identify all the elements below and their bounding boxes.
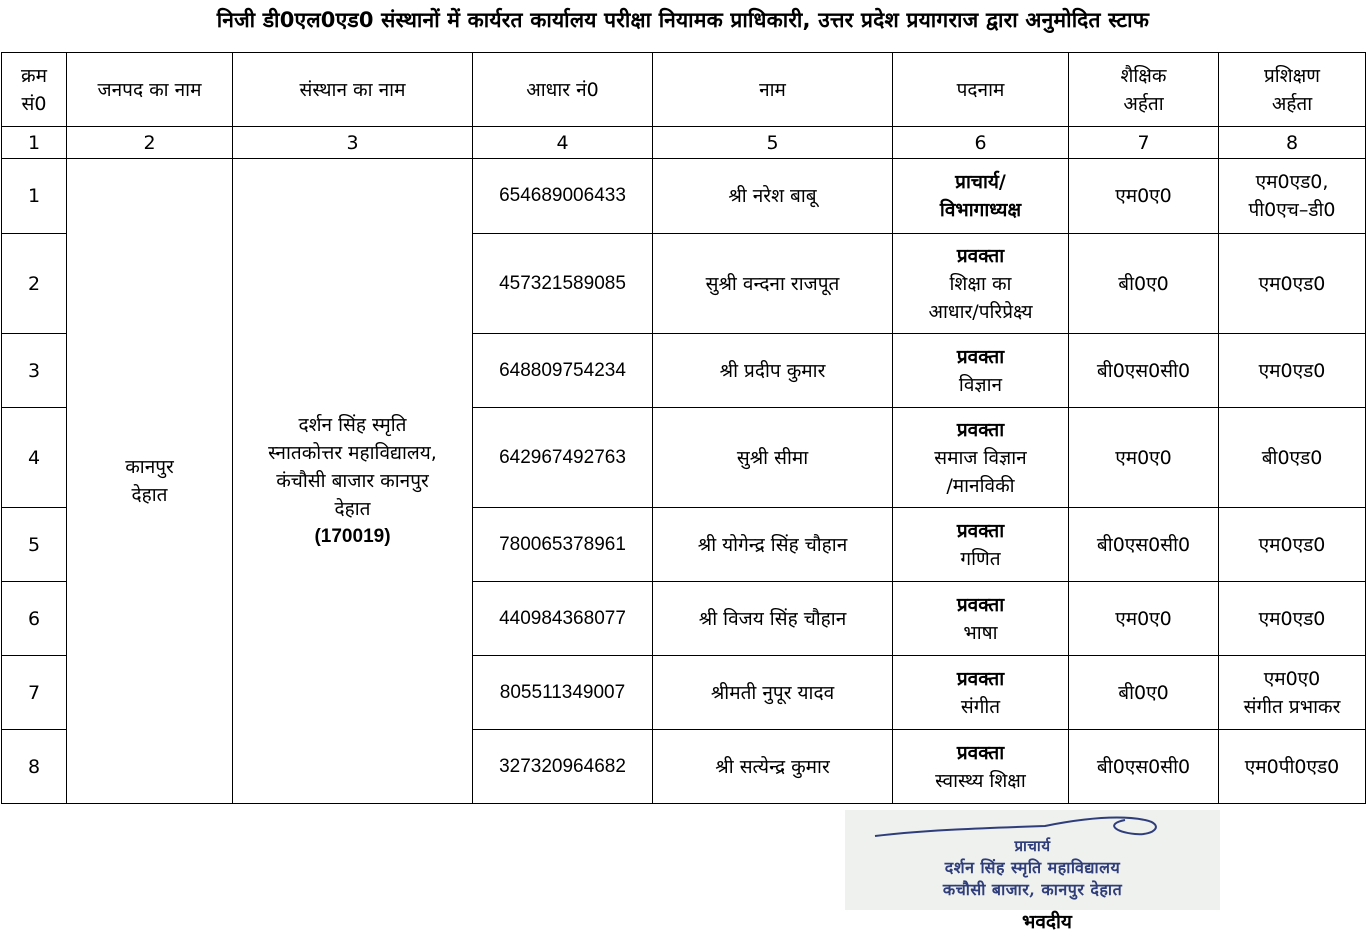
row-serial: 5 [2, 508, 67, 582]
training-line1: एम0एड0, [1255, 171, 1329, 193]
page-title: निजी डी0एल0एड0 संस्थानों में कार्यरत कार्यालय परीक्षा नियामक प्राधिकारी, उत्तर प्रदेश प्रयागराज द्वारा अनुमोदित स्टाफ [216, 8, 1150, 32]
staff-name: श्री विजय सिंह चौहान [653, 582, 893, 656]
staff-name: श्री सत्येन्द्र कुमार [653, 730, 893, 804]
staff-name: श्रीमती नुपूर यादव [653, 656, 893, 730]
educational-qualification: बी0एस0सी0 [1069, 508, 1219, 582]
institution-line4: देहात [334, 498, 371, 520]
header-edu-line1: शैक्षिक [1120, 64, 1167, 87]
designation-cell [893, 508, 1069, 582]
institution-line1: दर्शन सिंह स्मृति [298, 414, 407, 436]
training-line2: पी0एच–डी0 [1248, 199, 1336, 221]
stamp-line1: दर्शन सिंह स्मृति महाविद्यालय [944, 858, 1121, 877]
designation-line3: आधार/परिप्रेक्ष्य [928, 300, 1033, 323]
column-number: 1 [2, 127, 67, 159]
header-name: नाम [653, 53, 893, 127]
column-number: 6 [893, 127, 1069, 159]
aadhaar-number: 648809754234 [473, 334, 653, 408]
row-serial: 3 [2, 334, 67, 408]
row-serial: 6 [2, 582, 67, 656]
training-qualification: एम0एड0 [1219, 334, 1366, 408]
training-line1: एम0ए0 [1263, 667, 1321, 690]
aadhaar-number: 327320964682 [473, 730, 653, 804]
designation-cell [893, 730, 1069, 804]
training-qualification: एम0एड0 [1219, 582, 1366, 656]
sign-off: भवदीय [1022, 911, 1072, 933]
designation-line2: शिक्षा का [949, 272, 1012, 295]
staff-name: श्री नरेश बाबू [653, 159, 893, 234]
header-institution: संस्थान का नाम [233, 53, 473, 127]
designation-title: प्रवक्ता [956, 244, 1005, 267]
designation-cell [893, 234, 1069, 334]
educational-qualification: एम0ए0 [1069, 582, 1219, 656]
column-number: 2 [67, 127, 233, 159]
header-sr-line1: क्रम [21, 64, 47, 87]
column-number: 5 [653, 127, 893, 159]
training-qualification: एम0पी0एड0 [1219, 730, 1366, 804]
educational-qualification: बी0ए0 [1069, 656, 1219, 730]
header-row [2, 53, 1366, 127]
column-number: 4 [473, 127, 653, 159]
designation-line2: विज्ञान [958, 373, 1003, 396]
designation-title: प्रवक्ता [956, 519, 1005, 542]
institution-code: (170019) [314, 526, 391, 547]
designation-title: प्रवक्ता [956, 345, 1005, 368]
aadhaar-number: 805511349007 [473, 656, 653, 730]
staff-name: श्री प्रदीप कुमार [653, 334, 893, 408]
principal-stamp [845, 810, 1220, 910]
district-cell [67, 159, 233, 804]
designation-line2: स्वास्थ्य शिक्षा [935, 769, 1026, 792]
educational-qualification: एम0ए0 [1069, 159, 1219, 234]
educational-qualification: बी0एस0सी0 [1069, 730, 1219, 804]
header-training-qualification [1219, 53, 1366, 127]
aadhaar-number: 654689006433 [473, 159, 653, 234]
designation-title: प्रवक्ता [956, 741, 1005, 764]
designation-line2: विभागाध्यक्ष [939, 199, 1022, 221]
staff-name: श्री योगेन्द्र सिंह चौहान [653, 508, 893, 582]
header-train-line2: अर्हता [1271, 92, 1313, 115]
designation-title: प्रवक्ता [956, 593, 1005, 616]
aadhaar-number: 457321589085 [473, 234, 653, 334]
row-serial: 4 [2, 408, 67, 508]
educational-qualification: बी0ए0 [1069, 234, 1219, 334]
training-qualification: बी0एड0 [1219, 408, 1366, 508]
institution-cell [233, 159, 473, 804]
training-qualification [1219, 159, 1366, 234]
column-number-row [2, 127, 1366, 159]
header-serial-number [2, 53, 67, 127]
header-edu-line2: अर्हता [1123, 92, 1164, 115]
column-number: 7 [1069, 127, 1219, 159]
stamp-title: प्राचार्य [1014, 837, 1051, 855]
designation-line2: समाज विज्ञान [934, 446, 1027, 469]
table-row [2, 159, 1366, 234]
staff-name: सुश्री सीमा [653, 408, 893, 508]
designation-cell [893, 159, 1069, 234]
row-serial: 8 [2, 730, 67, 804]
designation-cell [893, 334, 1069, 408]
aadhaar-number: 440984368077 [473, 582, 653, 656]
district-line1: कानपुर [125, 456, 174, 478]
column-number: 3 [233, 127, 473, 159]
training-qualification [1219, 656, 1366, 730]
designation-line2: गणित [960, 547, 1001, 570]
training-qualification: एम0एड0 [1219, 234, 1366, 334]
header-designation: पदनाम [893, 53, 1069, 127]
designation-line2: संगीत [960, 695, 1001, 718]
designation-title: प्रवक्ता [956, 418, 1005, 441]
row-serial: 7 [2, 656, 67, 730]
institution-line2: स्नातकोत्तर महाविद्यालय, [268, 442, 437, 464]
stamp-line2: कचौसी बाजार, कानपुर देहात [942, 880, 1123, 899]
designation-cell [893, 408, 1069, 508]
staff-name: सुश्री वन्दना राजपूत [653, 234, 893, 334]
row-serial: 2 [2, 234, 67, 334]
designation-line3: /मानविकी [946, 474, 1015, 497]
header-train-line1: प्रशिक्षण [1263, 64, 1320, 87]
column-number: 8 [1219, 127, 1366, 159]
aadhaar-number: 642967492763 [473, 408, 653, 508]
header-aadhaar: आधार नं0 [473, 53, 653, 127]
training-line2: संगीत प्रभाकर [1243, 695, 1341, 718]
header-educational-qualification [1069, 53, 1219, 127]
institution-line3: कंचौसी बाजार कानपुर [276, 470, 429, 492]
designation-line2: भाषा [963, 621, 998, 644]
designation-title: प्राचार्य/ [955, 171, 1006, 193]
designation-title: प्रवक्ता [956, 667, 1005, 690]
aadhaar-number: 780065378961 [473, 508, 653, 582]
header-district: जनपद का नाम [67, 53, 233, 127]
educational-qualification: बी0एस0सी0 [1069, 334, 1219, 408]
row-serial: 1 [2, 159, 67, 234]
district-line2: देहात [131, 484, 168, 506]
training-qualification: एम0एड0 [1219, 508, 1366, 582]
header-sr-line2: सं0 [21, 92, 47, 115]
staff-table [1, 52, 1366, 804]
educational-qualification: एम0ए0 [1069, 408, 1219, 508]
designation-cell [893, 656, 1069, 730]
designation-cell [893, 582, 1069, 656]
